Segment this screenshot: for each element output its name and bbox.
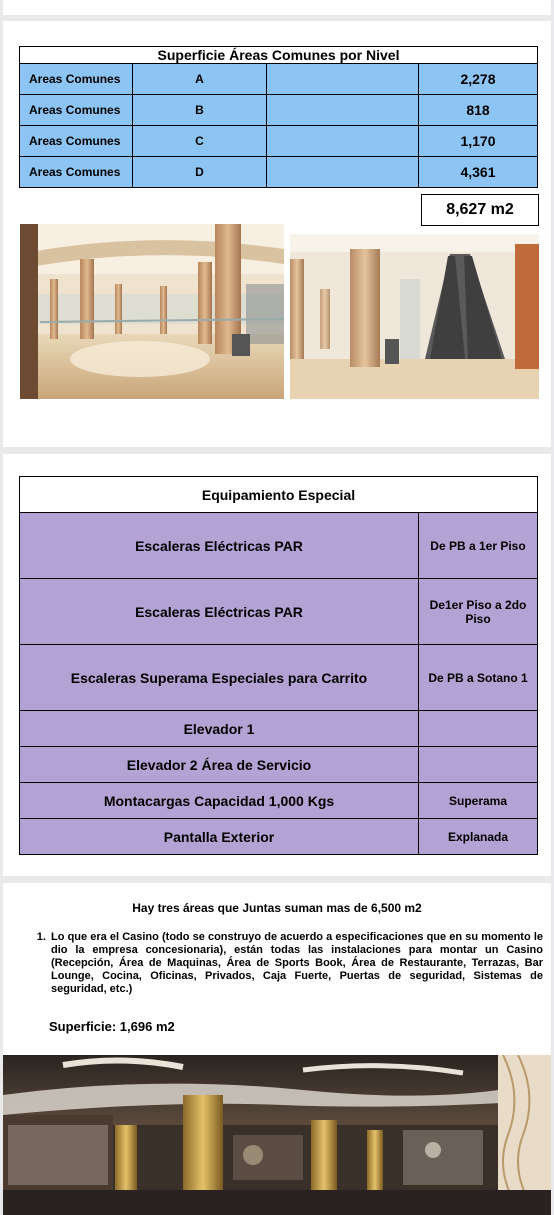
empty-cell — [267, 157, 419, 188]
equipment-item: Elevador 1 — [20, 711, 419, 747]
equipment-item: Escaleras Superama Especiales para Carrito — [20, 645, 419, 711]
equipment-item: Escaleras Eléctricas PAR — [20, 579, 419, 645]
equipment-item: Elevador 2 Área de Servicio — [20, 747, 419, 783]
areas-heading: Hay tres áreas que Juntas suman mas de 6,500 m2 — [132, 901, 422, 915]
common-areas-title: Superficie Áreas Comunes por Nivel — [20, 47, 538, 64]
casino-surface: Superficie: 1,696 m2 — [49, 1019, 175, 1034]
special-equipment-title: Equipamiento Especial — [20, 477, 538, 513]
area-value: 2,278 — [419, 64, 538, 95]
previous-page-edge — [3, 0, 551, 15]
mall-interior-photo — [20, 224, 284, 399]
area-value: 1,170 — [419, 126, 538, 157]
equipment-location: Explanada — [419, 819, 538, 855]
mall-interior-image — [20, 224, 284, 399]
escalators-image — [290, 234, 539, 399]
area-label: Areas Comunes — [20, 95, 133, 126]
common-areas-table — [19, 46, 538, 188]
equipment-item: Pantalla Exterior — [20, 819, 419, 855]
total-area: 8,627 m2 — [421, 194, 539, 226]
table-row — [20, 645, 538, 711]
empty-cell — [267, 64, 419, 95]
table-row — [20, 783, 538, 819]
equipment-item: Montacargas Capacidad 1,000 Kgs — [20, 783, 419, 819]
empty-cell — [267, 95, 419, 126]
table-row — [20, 126, 538, 157]
table-row — [20, 711, 538, 747]
table-row — [20, 157, 538, 188]
casino-area-page — [3, 883, 551, 1213]
table-row — [20, 513, 538, 579]
equipment-location — [419, 747, 538, 783]
equipment-location: De1er Piso a 2do Piso — [419, 579, 538, 645]
equipment-location: De PB a Sotano 1 — [419, 645, 538, 711]
area-label: Areas Comunes — [20, 157, 133, 188]
list-item: 1. Lo que era el Casino (todo se construyo de acuerdo a especificaciones que en su momento le dio la empresa concesionaria), están todas las instalaciones para montar un Casino (Recepción, Área de Maquinas, Área de Sports Book, Área de Restaurante, Terrazas, Bar Lounge, Cocina, Oficinas, Privados, Caja Fuerte, Puertas de seguridad, Sistemas de seguridad, etc.) — [49, 931, 543, 996]
area-level: D — [133, 157, 267, 188]
area-level: B — [133, 95, 267, 126]
area-label: Areas Comunes — [20, 64, 133, 95]
table-row — [20, 95, 538, 126]
common-areas-page — [3, 21, 551, 447]
area-value: 818 — [419, 95, 538, 126]
area-value: 4,361 — [419, 157, 538, 188]
special-equipment-table — [19, 476, 538, 855]
area-label: Areas Comunes — [20, 126, 133, 157]
empty-cell — [267, 126, 419, 157]
area-level: C — [133, 126, 267, 157]
equipment-item: Escaleras Eléctricas PAR — [20, 513, 419, 579]
special-equipment-page — [3, 454, 551, 876]
equipment-location — [419, 711, 538, 747]
casino-interior-image — [3, 1055, 551, 1215]
table-row — [20, 64, 538, 95]
table-row — [20, 819, 538, 855]
equipment-location: Superama — [419, 783, 538, 819]
areas-list — [31, 931, 543, 996]
casino-interior-photo — [3, 1055, 551, 1215]
escalators-photo — [290, 234, 539, 399]
table-row — [20, 579, 538, 645]
equipment-location: De PB a 1er Piso — [419, 513, 538, 579]
area-level: A — [133, 64, 267, 95]
table-row — [20, 747, 538, 783]
